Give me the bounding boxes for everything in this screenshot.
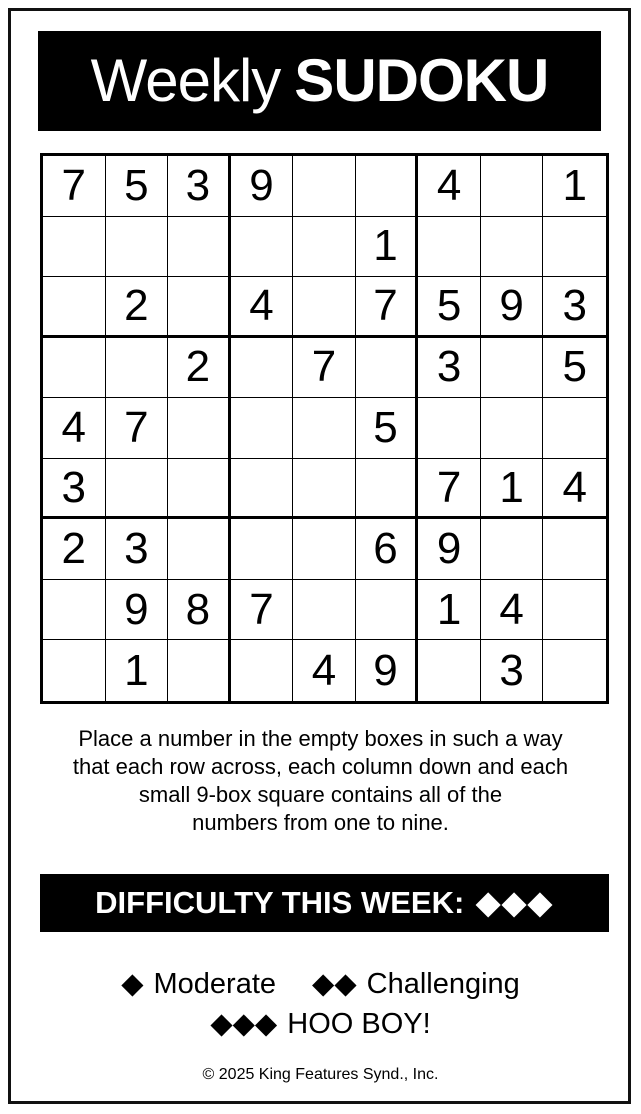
sudoku-cell[interactable] [106,459,169,520]
sudoku-cell: 9 [356,640,419,701]
sudoku-cell: 3 [106,519,169,580]
difficulty-label: DIFFICULTY THIS WEEK: [95,885,465,920]
sudoku-cell: 5 [543,338,606,399]
sudoku-cell: 8 [168,580,231,641]
sudoku-cell[interactable] [293,580,356,641]
title-weekly: Weekly [90,47,281,114]
double-diamond-icon: ◆◆ [312,968,357,1000]
sudoku-cell: 3 [168,156,231,217]
difficulty-banner [40,874,609,932]
sudoku-cell[interactable] [293,217,356,278]
sudoku-cell[interactable] [168,640,231,701]
sudoku-cell: 5 [106,156,169,217]
sudoku-cell: 9 [231,156,294,217]
sudoku-cell: 5 [418,277,481,338]
sudoku-cell[interactable] [481,217,544,278]
sudoku-cell[interactable] [481,156,544,217]
sudoku-cell[interactable] [168,277,231,338]
sudoku-cell[interactable] [43,640,106,701]
sudoku-cell: 4 [293,640,356,701]
sudoku-cell: 4 [43,398,106,459]
sudoku-cell: 2 [168,338,231,399]
sudoku-cell[interactable] [543,519,606,580]
sudoku-cell[interactable] [231,338,294,399]
sudoku-cell[interactable] [418,217,481,278]
sudoku-cell: 7 [356,277,419,338]
difficulty-legend [0,966,641,1001]
sudoku-cell: 1 [543,156,606,217]
sudoku-cell: 1 [106,640,169,701]
sudoku-cell[interactable] [43,277,106,338]
sudoku-cell[interactable] [231,398,294,459]
sudoku-cell[interactable] [543,217,606,278]
sudoku-cell: 5 [356,398,419,459]
sudoku-cell[interactable] [543,580,606,641]
sudoku-cell[interactable] [356,156,419,217]
sudoku-cell: 3 [481,640,544,701]
sudoku-cell[interactable] [356,580,419,641]
sudoku-cell: 4 [481,580,544,641]
legend-challenging: Challenging [366,968,520,1000]
sudoku-cell: 2 [106,277,169,338]
instructions-line: small 9-box square contains all of the [138,782,503,807]
sudoku-cell[interactable] [43,338,106,399]
instructions [20,725,621,837]
sudoku-cell: 7 [418,459,481,520]
sudoku-cell: 7 [293,338,356,399]
sudoku-cell[interactable] [168,459,231,520]
copyright-notice: © 2025 King Features Synd., Inc. [202,1066,439,1083]
sudoku-cell: 9 [481,277,544,338]
sudoku-cell: 1 [481,459,544,520]
sudoku-cell[interactable] [293,156,356,217]
title-banner [38,31,601,131]
difficulty-diamonds-icon: ◆◆◆ [476,885,554,920]
sudoku-cell[interactable] [168,217,231,278]
sudoku-cell: 3 [43,459,106,520]
sudoku-cell: 1 [418,580,481,641]
sudoku-cell[interactable] [106,217,169,278]
sudoku-cell[interactable] [231,459,294,520]
sudoku-cell[interactable] [43,217,106,278]
sudoku-cell[interactable] [418,398,481,459]
instructions-line: that each row across, each column down and each [72,754,569,779]
sudoku-cell[interactable] [293,398,356,459]
sudoku-cell: 1 [356,217,419,278]
sudoku-cell[interactable] [106,338,169,399]
sudoku-cell: 3 [418,338,481,399]
sudoku-cell[interactable] [356,338,419,399]
sudoku-cell: 9 [418,519,481,580]
sudoku-cell[interactable] [231,217,294,278]
sudoku-cell[interactable] [356,459,419,520]
legend-hoo-boy: HOO BOY! [287,1008,431,1040]
title-sudoku: SUDOKU [294,47,549,114]
diamond-icon: ◆ [121,968,144,1000]
sudoku-grid [40,153,609,704]
sudoku-cell[interactable] [481,338,544,399]
difficulty-legend-hard [0,1006,641,1041]
sudoku-cell: 3 [543,277,606,338]
sudoku-cell[interactable] [543,398,606,459]
sudoku-cell[interactable] [43,580,106,641]
sudoku-cell[interactable] [231,640,294,701]
sudoku-cell[interactable] [168,398,231,459]
sudoku-cell: 9 [106,580,169,641]
sudoku-cell: 4 [418,156,481,217]
triple-diamond-icon: ◆◆◆ [210,1008,278,1040]
sudoku-cell: 4 [231,277,294,338]
sudoku-cell: 7 [231,580,294,641]
sudoku-cell: 2 [43,519,106,580]
sudoku-cell[interactable] [543,640,606,701]
sudoku-cell: 7 [43,156,106,217]
sudoku-cell: 4 [543,459,606,520]
sudoku-cell[interactable] [481,398,544,459]
sudoku-cell[interactable] [293,459,356,520]
sudoku-cell[interactable] [293,277,356,338]
legend-moderate: Moderate [153,968,277,1000]
sudoku-cell: 6 [356,519,419,580]
sudoku-cell[interactable] [481,519,544,580]
sudoku-cell[interactable] [293,519,356,580]
instructions-line: numbers from one to nine. [192,810,449,835]
sudoku-cell[interactable] [231,519,294,580]
instructions-line: Place a number in the empty boxes in such a way [78,726,563,751]
sudoku-cell: 7 [106,398,169,459]
sudoku-cell[interactable] [418,640,481,701]
sudoku-cell[interactable] [168,519,231,580]
